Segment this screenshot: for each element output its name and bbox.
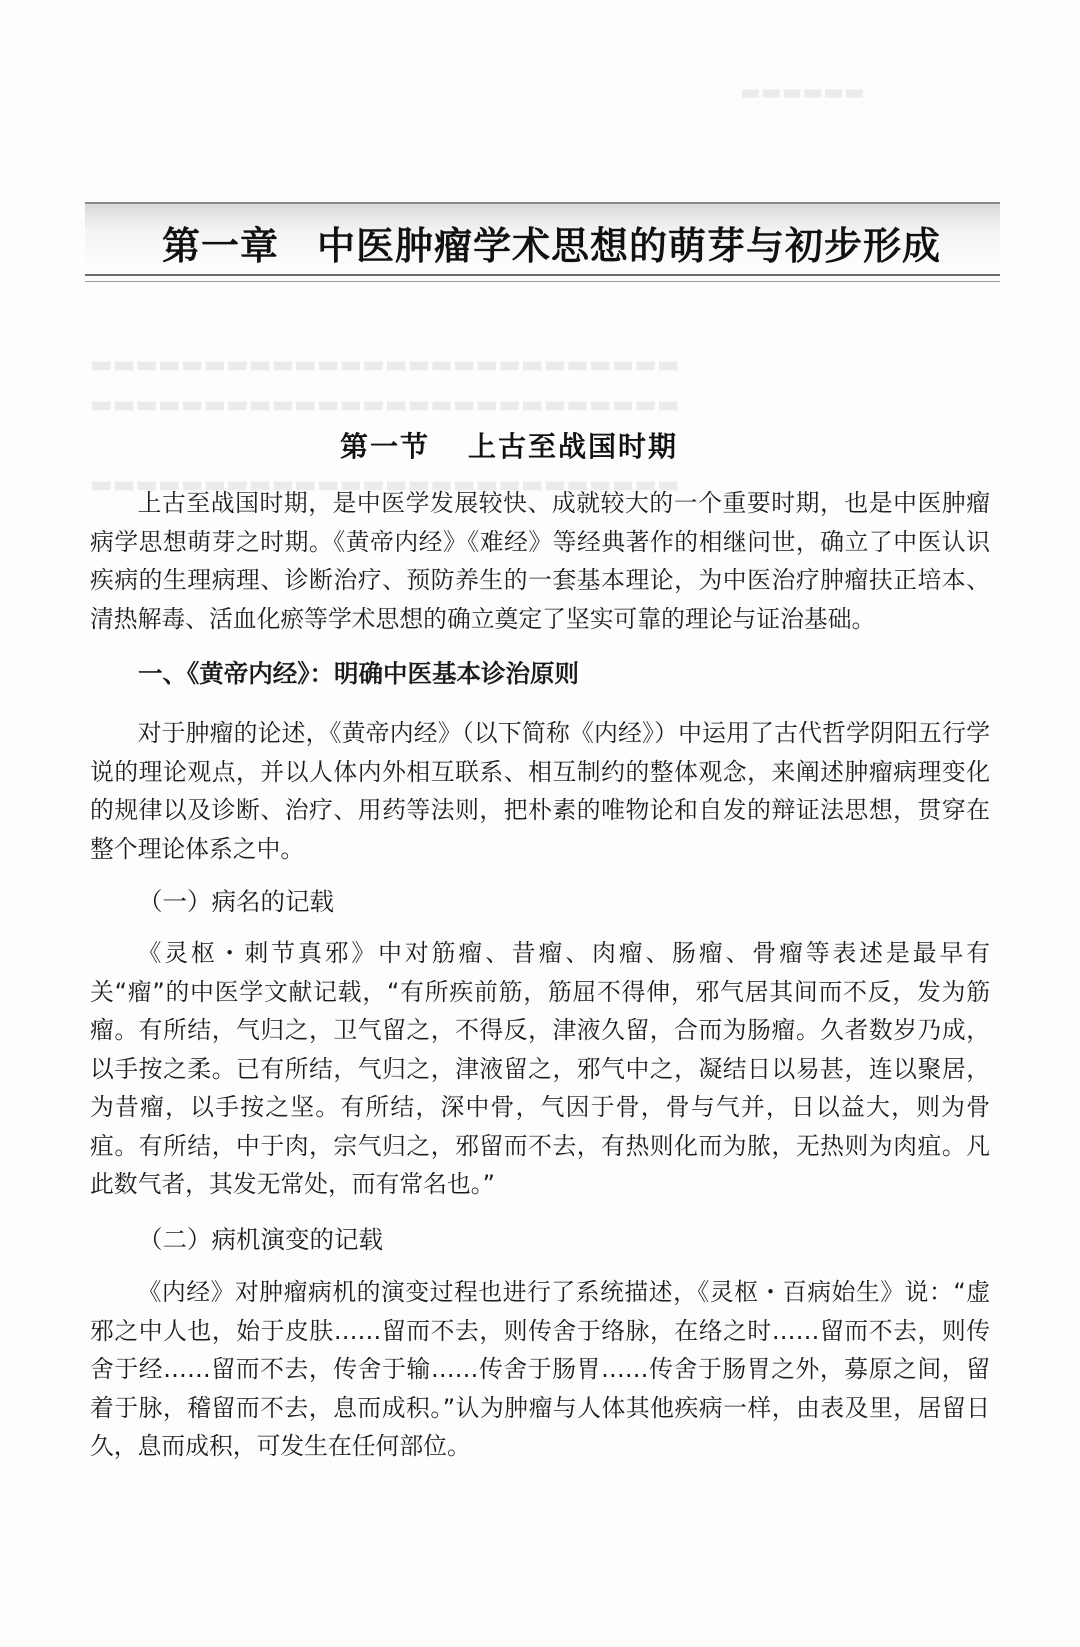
section-title-text: 上古至战国时期 bbox=[468, 430, 679, 463]
section-number: 第一节 bbox=[340, 430, 431, 463]
band-rule-bottom-thin bbox=[85, 281, 1000, 282]
band-rule-bottom bbox=[85, 274, 1000, 276]
bleed-through-texture: ▬▬▬▬▬▬▬▬▬▬▬▬▬▬▬▬▬▬▬▬▬▬▬▬▬▬ bbox=[90, 350, 680, 378]
bleed-through-texture: ▬▬▬▬▬▬▬▬▬▬▬▬▬▬▬▬▬▬▬▬▬▬▬▬▬▬ bbox=[90, 470, 680, 498]
intro-paragraph: 上古至战国时期，是中医学发展较快、成就较大的一个重要时期，也是中医肿瘤病学思想萌芽之时期。《黄帝内经》《难经》等经典著作的相继问世，确立了中医认识疾病的生理病理、诊断治疗、预防养生的一套基本理论，为中医治疗肿瘤扶正培本、清热解毒、活血化瘀等学术思想的确立奠定了坚实可靠的理论与证治基础。 bbox=[90, 489, 990, 633]
disease-names-paragraph: 《灵枢・刺节真邪》中对筋瘤、昔瘤、肉瘤、肠瘤、骨瘤等表述是最早有关“瘤”的中医学文献记载，“有所疾前筋，筋屈不得伸，邪气居其间而不反，发为筋瘤。有所结，气归之，卫气留之，不得反，津液久留，合而为肠瘤。久者数岁乃成，以手按之柔。已有所结，气归之，津液留之，邪气中之，凝结日以易甚，连以聚居，为昔瘤，以手按之坚。有所结，深中骨，气因于骨，骨与气并，日以益大，则为骨疽。有所结，中于肉，宗气归之，邪留而不去，有热则化而为脓，无热则为肉疽。凡此数气者，其发无常处，而有常名也。” bbox=[90, 939, 990, 1198]
pathogenesis-paragraph: 《内经》对肿瘤病机的演变过程也进行了系统描述，《灵枢・百病始生》说：“虚邪之中人也，始于皮肤……留而不去，则传舍于络脉，在络之时……留而不去，则传舍于经……留而不去，传舍于输……传舍于肠胃……传舍于肠胃之外，募原之间，留着于脉，稽留而不去，息而成积。”认为肿瘤与人体其他疾病一样，由表及里，居留日久，息而成积，可发生在任何部位。 bbox=[90, 1278, 990, 1460]
bleed-through-texture: ▬▬▬▬▬▬▬▬▬▬▬▬▬▬▬▬▬▬▬▬▬▬▬▬▬▬ bbox=[90, 390, 680, 418]
heading-disease-names: （一）病名的记载 bbox=[138, 887, 334, 916]
chapter-title-text: 中医肿瘤学术思想的萌芽与初步形成 bbox=[317, 224, 942, 268]
chapter-title bbox=[162, 215, 941, 270]
bleed-through-texture: ▬▬▬▬▬▬ bbox=[740, 80, 865, 105]
chapter-number: 第一章 bbox=[162, 224, 280, 268]
band-rule-top bbox=[85, 202, 1000, 204]
heading-huangdi-neijing: 一、《黄帝内经》：明确中医基本诊治原则 bbox=[138, 659, 579, 688]
section-title bbox=[340, 425, 678, 465]
neijing-paragraph: 对于肿瘤的论述，《黄帝内经》（以下简称《内经》）中运用了古代哲学阴阳五行学说的理论观点，并以人体内外相互联系、相互制约的整体观念，来阐述肿瘤病理变化的规律以及诊断、治疗、用药等法则，把朴素的唯物论和自发的辩证法思想，贯穿在整个理论体系之中。 bbox=[90, 719, 990, 863]
heading-pathogenesis: （二）病机演变的记载 bbox=[138, 1225, 383, 1254]
